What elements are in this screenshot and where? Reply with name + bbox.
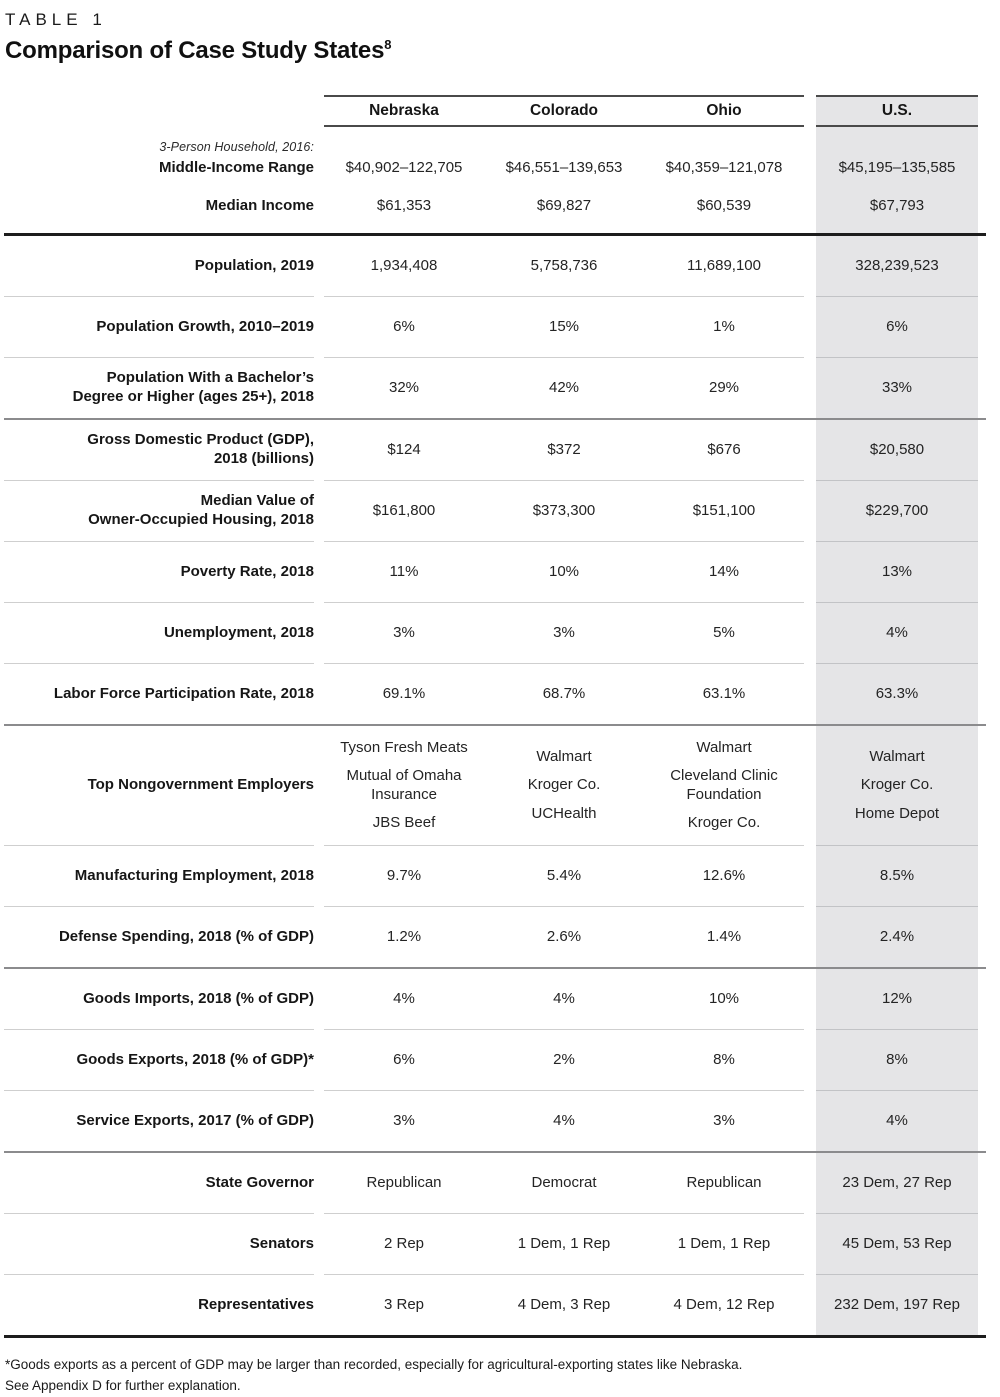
row-label-text: Poverty Rate, 2018 bbox=[180, 562, 314, 580]
cell-value: $676 bbox=[707, 440, 741, 458]
row-label bbox=[4, 492, 314, 530]
cell-value: 232 Dem, 197 Rep bbox=[834, 1295, 960, 1313]
row-label bbox=[4, 928, 314, 947]
cell-value: Democrat bbox=[531, 1173, 597, 1191]
cell-value: 13% bbox=[881, 562, 913, 580]
cell-value: 2.6% bbox=[546, 927, 582, 945]
row-label-text: Median Value of Owner-Occupied Housing, 2018 bbox=[88, 492, 314, 528]
cell-value: 4 Dem, 3 Rep bbox=[517, 1295, 611, 1313]
row-label bbox=[4, 990, 314, 1009]
employer-item: UCHealth bbox=[531, 804, 597, 822]
table-row bbox=[4, 420, 986, 480]
cell-value: 4% bbox=[553, 989, 575, 1007]
cell-value: 14% bbox=[708, 562, 740, 580]
row-label bbox=[4, 563, 314, 582]
cell-value: 32% bbox=[388, 378, 420, 396]
row-label bbox=[4, 1112, 314, 1131]
table-row bbox=[4, 1153, 986, 1213]
cell-value: 15% bbox=[548, 317, 580, 335]
employer-item: Kroger Co. bbox=[527, 776, 601, 794]
employer-item: Kroger Co. bbox=[687, 813, 761, 831]
cell-value: 6% bbox=[393, 317, 415, 335]
cell-value: 11% bbox=[389, 562, 419, 580]
row-label-text: Population With a Bachelor’s Degree or Higher (ages 25+), 2018 bbox=[72, 369, 314, 405]
row-label-text: Manufacturing Employment, 2018 bbox=[74, 866, 314, 884]
cell-value: 8% bbox=[713, 1050, 735, 1068]
cell-value: 1 Dem, 1 Rep bbox=[677, 1234, 771, 1252]
table-row bbox=[4, 358, 986, 418]
cell-value: 6% bbox=[393, 1050, 415, 1068]
cell-value: 9.7% bbox=[386, 866, 422, 884]
cell-value: 11,689,100 bbox=[687, 256, 761, 274]
cell-value: Republican bbox=[366, 1173, 442, 1191]
row-label bbox=[4, 1174, 314, 1193]
table-row bbox=[4, 1214, 986, 1274]
cell-value: 68.7% bbox=[542, 684, 586, 702]
row-label bbox=[4, 685, 314, 704]
row-label-text: Labor Force Participation Rate, 2018 bbox=[53, 684, 314, 702]
cell-value: 1% bbox=[713, 317, 735, 335]
cell-value: 63.3% bbox=[875, 684, 919, 702]
cell-value: 4 Dem, 12 Rep bbox=[673, 1295, 775, 1313]
table-row bbox=[4, 127, 986, 185]
table-header-row bbox=[4, 97, 986, 125]
cell-value: 4% bbox=[886, 1111, 908, 1129]
cell-value bbox=[816, 748, 978, 823]
cell-value: $40,359–121,078 bbox=[665, 159, 783, 177]
page-title-text: Comparison of Case Study States bbox=[5, 37, 385, 64]
employer-item: Home Depot bbox=[854, 804, 940, 822]
cell-value: $46,551–139,653 bbox=[505, 159, 623, 177]
table-row bbox=[4, 1275, 986, 1335]
cell-value: 33% bbox=[881, 378, 913, 396]
cell-value: 45 Dem, 53 Rep bbox=[842, 1234, 952, 1252]
employer-item: Tyson Fresh Meats bbox=[340, 739, 468, 756]
cell-value: 29% bbox=[708, 378, 740, 396]
table-number: TABLE 1 bbox=[5, 10, 107, 29]
cell-value: 1,934,408 bbox=[370, 256, 438, 274]
employer-item: Walmart bbox=[536, 748, 592, 766]
table-row bbox=[4, 846, 986, 906]
row-label bbox=[4, 257, 314, 276]
employer-item: Mutual of Omaha Insurance bbox=[346, 767, 462, 803]
cell-value: $372 bbox=[547, 440, 581, 458]
cell-value: $69,827 bbox=[536, 197, 592, 215]
cell-value: 12% bbox=[881, 989, 913, 1007]
cell-value: 8.5% bbox=[879, 866, 915, 884]
cell-value: $40,902–122,705 bbox=[345, 159, 463, 177]
table-body bbox=[4, 127, 986, 1338]
section-divider bbox=[4, 1335, 986, 1338]
table-row bbox=[4, 726, 986, 845]
cell-value: $20,580 bbox=[869, 440, 925, 458]
cell-value bbox=[644, 739, 804, 832]
row-label bbox=[4, 776, 314, 795]
row-label-text: Defense Spending, 2018 (% of GDP) bbox=[58, 927, 314, 945]
table-row bbox=[4, 236, 986, 296]
cell-value: $45,195–135,585 bbox=[838, 159, 956, 177]
cell-value: $124 bbox=[387, 440, 421, 458]
row-label bbox=[4, 431, 314, 469]
rule-segment bbox=[4, 1335, 986, 1338]
cell-value: 5% bbox=[713, 623, 735, 641]
employer-item: Kroger Co. bbox=[860, 776, 934, 794]
cell-value: 5,758,736 bbox=[530, 256, 598, 274]
row-label bbox=[4, 1296, 314, 1315]
row-label-text: Senators bbox=[249, 1234, 314, 1252]
employer-item: Walmart bbox=[696, 739, 752, 756]
cell-value: 69.1% bbox=[382, 684, 426, 702]
row-label-text: Median Income bbox=[205, 197, 314, 215]
cell-value: 3% bbox=[553, 623, 575, 641]
cell-value: 2 Rep bbox=[383, 1234, 425, 1252]
row-label bbox=[4, 318, 314, 337]
row-label-text: Service Exports, 2017 (% of GDP) bbox=[76, 1111, 314, 1129]
cell-value: 4% bbox=[553, 1111, 575, 1129]
row-label bbox=[4, 624, 314, 643]
column-header-ohio: Ohio bbox=[706, 102, 742, 119]
table-row bbox=[4, 185, 986, 233]
cell-value: 8% bbox=[886, 1050, 908, 1068]
cell-value bbox=[484, 748, 644, 823]
table-row bbox=[4, 542, 986, 602]
row-label-text: Unemployment, 2018 bbox=[163, 623, 314, 641]
employer-item: Cleveland Clinic Foundation bbox=[670, 767, 778, 803]
footnote bbox=[5, 1355, 986, 1397]
table-row bbox=[4, 297, 986, 357]
footnote-line: See Appendix D for further explanation. bbox=[5, 1378, 241, 1394]
employer-item: JBS Beef bbox=[372, 813, 436, 831]
table-row bbox=[4, 664, 986, 724]
cell-value: 3 Rep bbox=[383, 1295, 425, 1313]
row-label-text: State Governor bbox=[205, 1173, 314, 1191]
cell-value: $61,353 bbox=[376, 197, 432, 215]
row-label-text: Goods Imports, 2018 (% of GDP) bbox=[83, 989, 314, 1007]
cell-value: 1 Dem, 1 Rep bbox=[517, 1234, 611, 1252]
column-header-us: U.S. bbox=[881, 102, 913, 119]
row-label-text: Gross Domestic Product (GDP), 2018 (billions) bbox=[87, 431, 314, 467]
cell-value: 10% bbox=[708, 989, 740, 1007]
cell-value: 10% bbox=[548, 562, 580, 580]
table-row bbox=[4, 481, 986, 541]
cell-value: Republican bbox=[686, 1173, 762, 1191]
title-footnote-marker: 8 bbox=[384, 37, 392, 52]
cell-value: 3% bbox=[393, 1111, 415, 1129]
comparison-table bbox=[4, 95, 986, 1338]
cell-value: 2.4% bbox=[879, 927, 915, 945]
table-row bbox=[4, 969, 986, 1029]
row-label-text: Population Growth, 2010–2019 bbox=[96, 317, 314, 335]
row-label bbox=[4, 197, 314, 216]
cell-value: $67,793 bbox=[869, 197, 925, 215]
cell-value: 6% bbox=[886, 317, 908, 335]
table-row bbox=[4, 603, 986, 663]
table-row bbox=[4, 1091, 986, 1151]
page-title bbox=[5, 37, 986, 65]
cell-value: 5.4% bbox=[546, 866, 582, 884]
table-row bbox=[4, 907, 986, 967]
row-label-note: 3-Person Household, 2016: bbox=[159, 139, 314, 154]
cell-value: 1.2% bbox=[386, 927, 422, 945]
row-label-text: Middle-Income Range bbox=[158, 159, 314, 177]
cell-value: 23 Dem, 27 Rep bbox=[842, 1173, 952, 1191]
cell-value: 12.6% bbox=[702, 866, 746, 884]
cell-value: 63.1% bbox=[702, 684, 746, 702]
row-label bbox=[4, 867, 314, 886]
cell-value: 328,239,523 bbox=[855, 256, 939, 274]
row-label-text: Goods Exports, 2018 (% of GDP)* bbox=[76, 1050, 314, 1068]
row-label-text: Top Nongovernment Employers bbox=[87, 776, 314, 794]
cell-value: $161,800 bbox=[372, 501, 436, 519]
cell-value: 42% bbox=[548, 378, 580, 396]
cell-value: $151,100 bbox=[692, 501, 756, 519]
cell-value: 2% bbox=[553, 1050, 575, 1068]
row-label-text: Population, 2019 bbox=[194, 256, 314, 274]
row-label bbox=[4, 140, 314, 178]
row-label bbox=[4, 1235, 314, 1254]
employer-item: Walmart bbox=[869, 748, 925, 766]
table-row bbox=[4, 1030, 986, 1090]
cell-value: 4% bbox=[393, 989, 415, 1007]
cell-value: 1.4% bbox=[706, 927, 742, 945]
row-label-text: Representatives bbox=[198, 1295, 314, 1313]
footnote-line: *Goods exports as a percent of GDP may be larger than recorded, especially for agricultural-exporting states like Nebraska. bbox=[5, 1357, 743, 1373]
cell-value: $60,539 bbox=[696, 197, 752, 215]
cell-value bbox=[324, 739, 484, 832]
cell-value: 4% bbox=[886, 623, 908, 641]
column-header-nebraska: Nebraska bbox=[369, 102, 439, 119]
column-header-colorado: Colorado bbox=[529, 102, 599, 119]
cell-value: 3% bbox=[393, 623, 415, 641]
cell-value: 3% bbox=[713, 1111, 735, 1129]
row-label bbox=[4, 1051, 314, 1070]
row-label bbox=[4, 369, 314, 407]
cell-value: $229,700 bbox=[865, 501, 929, 519]
cell-value: $373,300 bbox=[532, 501, 596, 519]
